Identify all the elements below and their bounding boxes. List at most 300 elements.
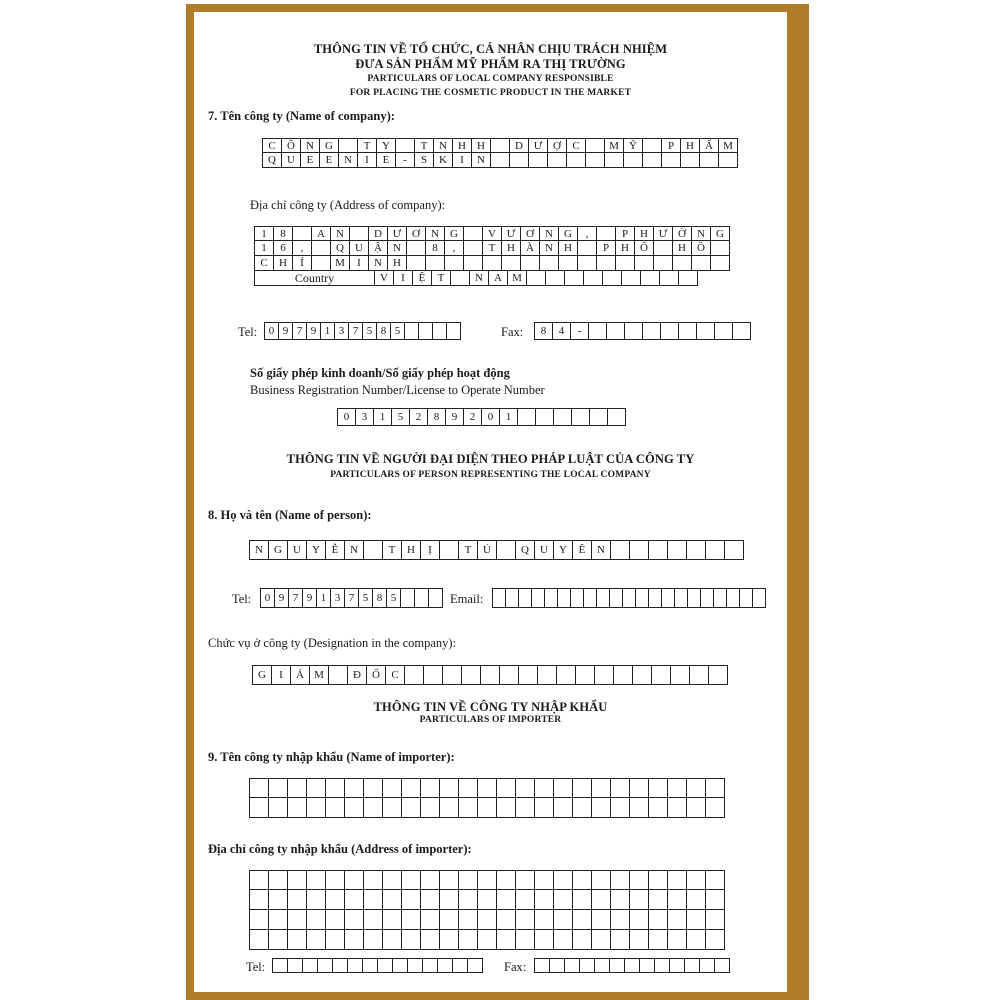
char-box	[345, 930, 364, 950]
char-box: G	[320, 138, 339, 153]
char-box	[345, 890, 364, 910]
char-box	[303, 958, 318, 973]
char-box	[554, 778, 573, 798]
char-box: T	[358, 138, 377, 153]
char-box	[687, 870, 706, 890]
char-box	[510, 153, 529, 168]
char-box	[329, 665, 348, 685]
char-box: Ỹ	[624, 138, 643, 153]
char-box	[312, 256, 331, 271]
char-box	[459, 890, 478, 910]
char-box: Í	[293, 256, 312, 271]
char-box: M	[508, 271, 527, 286]
char-box	[578, 241, 597, 256]
char-box	[654, 241, 673, 256]
char-box: Y	[554, 540, 573, 560]
char-box: Ơ	[407, 226, 426, 241]
char-box	[573, 930, 592, 950]
header-line-1: THÔNG TIN VỀ TỔ CHỨC, CÁ NHÂN CHỊU TRÁCH NHIỆM	[313, 42, 668, 56]
char-box: U	[282, 153, 301, 168]
char-box	[608, 408, 626, 426]
char-box	[622, 271, 641, 286]
importer-address-row[interactable]	[249, 870, 725, 890]
company-address-row[interactable]	[254, 241, 730, 256]
char-box	[402, 798, 421, 818]
char-box: H	[388, 256, 407, 271]
char-box	[364, 778, 383, 798]
char-box: 7	[349, 322, 363, 340]
char-box	[459, 798, 478, 818]
char-box	[516, 890, 535, 910]
char-box	[641, 271, 660, 286]
importer-address-row[interactable]	[249, 890, 725, 910]
char-box	[607, 322, 625, 340]
person-email-field[interactable]	[492, 588, 766, 608]
country-label: Country	[255, 271, 375, 286]
importer-address-row[interactable]	[249, 930, 725, 950]
char-box: -	[571, 322, 589, 340]
char-box	[453, 958, 468, 973]
char-box: H	[472, 138, 491, 153]
char-box	[652, 665, 671, 685]
char-box	[383, 798, 402, 818]
char-box	[589, 322, 607, 340]
char-box: 8	[373, 588, 387, 608]
char-box	[592, 930, 611, 950]
char-box	[307, 778, 326, 798]
char-box	[250, 798, 269, 818]
char-box	[685, 958, 700, 973]
char-box	[633, 665, 652, 685]
char-box: H	[616, 241, 635, 256]
char-box	[643, 138, 662, 153]
char-box: I	[394, 271, 413, 286]
char-box	[635, 256, 654, 271]
char-box: T	[383, 540, 402, 560]
char-box	[668, 540, 687, 560]
char-box	[518, 408, 536, 426]
char-box	[318, 958, 333, 973]
char-box: Y	[377, 138, 396, 153]
importer-fax-label: Fax:	[504, 960, 527, 974]
header-line-3: PARTICULARS OF LOCAL COMPANY RESPONSIBLE	[367, 74, 614, 84]
char-box	[516, 798, 535, 818]
char-box	[740, 588, 753, 608]
char-box	[516, 870, 535, 890]
char-box	[681, 153, 700, 168]
char-box: 9	[446, 408, 464, 426]
char-box	[576, 665, 595, 685]
char-box	[402, 890, 421, 910]
char-box: N	[339, 153, 358, 168]
char-box: Ẩ	[700, 138, 719, 153]
char-box	[269, 910, 288, 930]
char-box	[668, 930, 687, 950]
char-box	[660, 271, 679, 286]
char-box: ,	[293, 241, 312, 256]
char-box	[497, 798, 516, 818]
char-box	[535, 910, 554, 930]
char-box	[700, 153, 719, 168]
char-box	[550, 958, 565, 973]
char-box	[440, 910, 459, 930]
person-email-label: Email:	[450, 592, 484, 606]
char-box	[554, 910, 573, 930]
char-box: 8	[377, 322, 391, 340]
char-box: 0	[338, 408, 356, 426]
char-box	[611, 540, 630, 560]
char-box	[668, 798, 687, 818]
char-box	[443, 665, 462, 685]
importer-heading-en: PARTICULARS OF IMPORTER	[419, 715, 562, 725]
char-box	[649, 798, 668, 818]
char-box	[611, 870, 630, 890]
char-box	[459, 870, 478, 890]
char-box	[578, 256, 597, 271]
char-box	[333, 958, 348, 973]
char-box	[419, 322, 433, 340]
char-box	[687, 798, 706, 818]
char-box	[462, 665, 481, 685]
company-country-row[interactable]	[254, 271, 730, 286]
char-box: 8	[426, 241, 445, 256]
char-box: N	[331, 226, 350, 241]
char-box: H	[681, 138, 700, 153]
char-box	[535, 798, 554, 818]
char-box	[630, 870, 649, 890]
importer-tel-label: Tel:	[246, 960, 266, 974]
char-box: I	[350, 256, 369, 271]
importer-address-label	[208, 842, 472, 857]
char-box: C	[567, 138, 586, 153]
char-box	[573, 870, 592, 890]
char-box: I	[358, 153, 377, 168]
char-box	[363, 958, 378, 973]
char-box	[595, 958, 610, 973]
char-box	[700, 958, 715, 973]
char-box	[440, 870, 459, 890]
char-box	[535, 890, 554, 910]
char-box	[478, 930, 497, 950]
char-box: 5	[387, 588, 401, 608]
char-box	[345, 910, 364, 930]
char-box: Q	[516, 540, 535, 560]
char-box	[671, 665, 690, 685]
company-name-row[interactable]	[262, 138, 738, 153]
char-box: U	[535, 540, 554, 560]
char-box	[293, 226, 312, 241]
char-box	[516, 910, 535, 930]
char-box	[393, 958, 408, 973]
char-box: 5	[392, 408, 410, 426]
char-box	[643, 322, 661, 340]
char-box	[546, 271, 565, 286]
char-box	[464, 256, 483, 271]
license-label-en: Business Registration Number/License to Operate Number	[250, 383, 545, 397]
char-box	[649, 870, 668, 890]
char-box	[630, 540, 649, 560]
char-box: T	[415, 138, 434, 153]
char-box	[483, 256, 502, 271]
char-box: N	[470, 271, 489, 286]
char-box	[383, 910, 402, 930]
char-box	[592, 798, 611, 818]
char-box	[573, 890, 592, 910]
char-box: U	[350, 241, 369, 256]
char-box: ,	[578, 226, 597, 241]
char-box: 6	[274, 241, 293, 256]
char-box: N	[388, 241, 407, 256]
char-box: Á	[291, 665, 310, 685]
char-box	[584, 271, 603, 286]
char-box	[421, 930, 440, 950]
char-box	[725, 540, 744, 560]
char-box	[307, 930, 326, 950]
char-box	[603, 271, 622, 286]
char-box	[447, 322, 461, 340]
char-box: Q	[263, 153, 282, 168]
char-box: 5	[363, 322, 377, 340]
char-box	[364, 870, 383, 890]
char-box	[423, 958, 438, 973]
char-box	[312, 241, 331, 256]
importer-name-row[interactable]	[249, 778, 725, 798]
char-box	[630, 798, 649, 818]
char-box: N	[345, 540, 364, 560]
char-box: Ư	[502, 226, 521, 241]
char-box: 3	[356, 408, 374, 426]
char-box	[706, 798, 725, 818]
char-box	[401, 588, 415, 608]
char-box	[649, 588, 662, 608]
person-tel-label: Tel:	[232, 592, 252, 606]
char-box: 7	[289, 588, 303, 608]
char-box	[592, 778, 611, 798]
char-box	[630, 930, 649, 950]
char-box: 1	[255, 226, 274, 241]
char-box	[706, 778, 725, 798]
char-box: H	[453, 138, 472, 153]
char-box	[445, 256, 464, 271]
char-box	[468, 958, 483, 973]
char-box: Ị	[421, 540, 440, 560]
char-box: N	[540, 226, 559, 241]
char-box: 3	[335, 322, 349, 340]
char-box	[675, 588, 688, 608]
char-box	[288, 958, 303, 973]
char-box: T	[459, 540, 478, 560]
char-box	[408, 958, 423, 973]
char-box: 1	[500, 408, 518, 426]
char-box	[307, 870, 326, 890]
char-box	[548, 153, 567, 168]
importer-address-row[interactable]	[249, 910, 725, 930]
char-box	[715, 958, 730, 973]
char-box: Ệ	[413, 271, 432, 286]
char-box	[269, 798, 288, 818]
char-box	[451, 271, 470, 286]
char-box	[288, 778, 307, 798]
char-box: C	[255, 256, 274, 271]
char-box	[491, 138, 510, 153]
char-box: ,	[445, 241, 464, 256]
char-box: C	[386, 665, 405, 685]
char-box	[670, 958, 685, 973]
char-box: N	[250, 540, 269, 560]
char-box	[273, 958, 288, 973]
char-box	[497, 778, 516, 798]
char-box	[421, 890, 440, 910]
char-box: 7	[293, 322, 307, 340]
license-label-vi: Số giấy phép kinh doanh/Số giấy phép hoạt động	[250, 366, 510, 380]
char-box	[554, 870, 573, 890]
char-box: U	[288, 540, 307, 560]
importer-name-grid	[249, 778, 725, 818]
char-box	[326, 870, 345, 890]
char-box	[611, 910, 630, 930]
company-address-row[interactable]	[254, 226, 730, 241]
char-box	[307, 890, 326, 910]
char-box	[565, 271, 584, 286]
char-box	[250, 778, 269, 798]
char-box	[383, 890, 402, 910]
char-box: N	[472, 153, 491, 168]
char-box	[364, 890, 383, 910]
char-box	[624, 153, 643, 168]
char-box: K	[434, 153, 453, 168]
char-box	[536, 408, 554, 426]
char-box	[625, 322, 643, 340]
char-box: 2	[410, 408, 428, 426]
char-box	[440, 930, 459, 950]
char-box: Y	[307, 540, 326, 560]
company-address-grid	[254, 226, 730, 286]
char-box	[493, 588, 506, 608]
char-box	[535, 930, 554, 950]
char-box	[478, 910, 497, 930]
char-box	[554, 930, 573, 950]
char-box	[532, 588, 545, 608]
char-box	[711, 241, 730, 256]
char-box	[610, 588, 623, 608]
person-tel-field[interactable]	[260, 588, 443, 608]
char-box	[714, 588, 727, 608]
char-box	[692, 256, 711, 271]
char-box: 4	[553, 322, 571, 340]
char-box: N	[301, 138, 320, 153]
char-box	[557, 665, 576, 685]
char-box: 3	[331, 588, 345, 608]
char-box	[421, 870, 440, 890]
char-box	[269, 870, 288, 890]
char-box	[345, 798, 364, 818]
char-box: H	[635, 226, 654, 241]
char-box	[383, 778, 402, 798]
char-box: N	[692, 226, 711, 241]
form-page	[194, 12, 787, 992]
char-box	[288, 798, 307, 818]
char-box	[288, 930, 307, 950]
char-box: E	[377, 153, 396, 168]
char-box: 0	[482, 408, 500, 426]
char-box: Ê	[573, 540, 592, 560]
designation-field[interactable]	[252, 665, 728, 685]
char-box	[326, 798, 345, 818]
char-box	[592, 890, 611, 910]
char-box	[421, 778, 440, 798]
person-name-field[interactable]	[249, 540, 744, 560]
char-box	[655, 958, 670, 973]
char-box	[535, 958, 550, 973]
char-box	[478, 890, 497, 910]
char-box	[595, 665, 614, 685]
importer-name-row[interactable]	[249, 798, 725, 818]
char-box: A	[489, 271, 508, 286]
char-box: H	[559, 241, 578, 256]
representative-heading-en: PARTICULARS OF PERSON REPRESENTING THE LOCAL COMPANY	[330, 470, 651, 480]
company-address-row[interactable]	[254, 256, 730, 271]
char-box	[679, 322, 697, 340]
char-box: G	[711, 226, 730, 241]
char-box	[378, 958, 393, 973]
char-box	[688, 588, 701, 608]
char-box: G	[445, 226, 464, 241]
company-tel-label: Tel:	[238, 325, 258, 339]
char-box: Ư	[654, 226, 673, 241]
importer-heading-vi: THÔNG TIN VỀ CÔNG TY NHẬP KHẨU	[373, 700, 608, 714]
company-name-row[interactable]	[262, 153, 738, 168]
char-box	[649, 778, 668, 798]
char-box	[559, 256, 578, 271]
license-number-field[interactable]	[337, 408, 626, 426]
company-fax-field[interactable]	[534, 322, 751, 340]
char-box: M	[331, 256, 350, 271]
char-box	[687, 910, 706, 930]
char-box	[516, 930, 535, 950]
char-box	[307, 798, 326, 818]
char-box: 1	[321, 322, 335, 340]
char-box	[269, 890, 288, 910]
char-box	[687, 778, 706, 798]
char-box: Ố	[635, 241, 654, 256]
char-box	[307, 910, 326, 930]
char-box	[706, 910, 725, 930]
char-box: 9	[307, 322, 321, 340]
char-box	[288, 890, 307, 910]
char-box	[516, 778, 535, 798]
char-box	[640, 958, 655, 973]
char-box	[364, 798, 383, 818]
char-box	[614, 665, 633, 685]
char-box	[497, 540, 516, 560]
char-box: Đ	[348, 665, 367, 685]
char-box	[690, 665, 709, 685]
char-box: P	[662, 138, 681, 153]
char-box	[440, 890, 459, 910]
char-box	[326, 930, 345, 950]
char-box	[597, 226, 616, 241]
char-box	[597, 256, 616, 271]
char-box: M	[310, 665, 329, 685]
char-box: Ợ	[548, 138, 567, 153]
importer-tel-field[interactable]	[272, 958, 483, 973]
char-box: N	[434, 138, 453, 153]
importer-fax-field[interactable]	[534, 958, 730, 973]
char-box	[630, 778, 649, 798]
char-box	[611, 798, 630, 818]
char-box	[590, 408, 608, 426]
company-tel-field[interactable]	[264, 322, 461, 340]
